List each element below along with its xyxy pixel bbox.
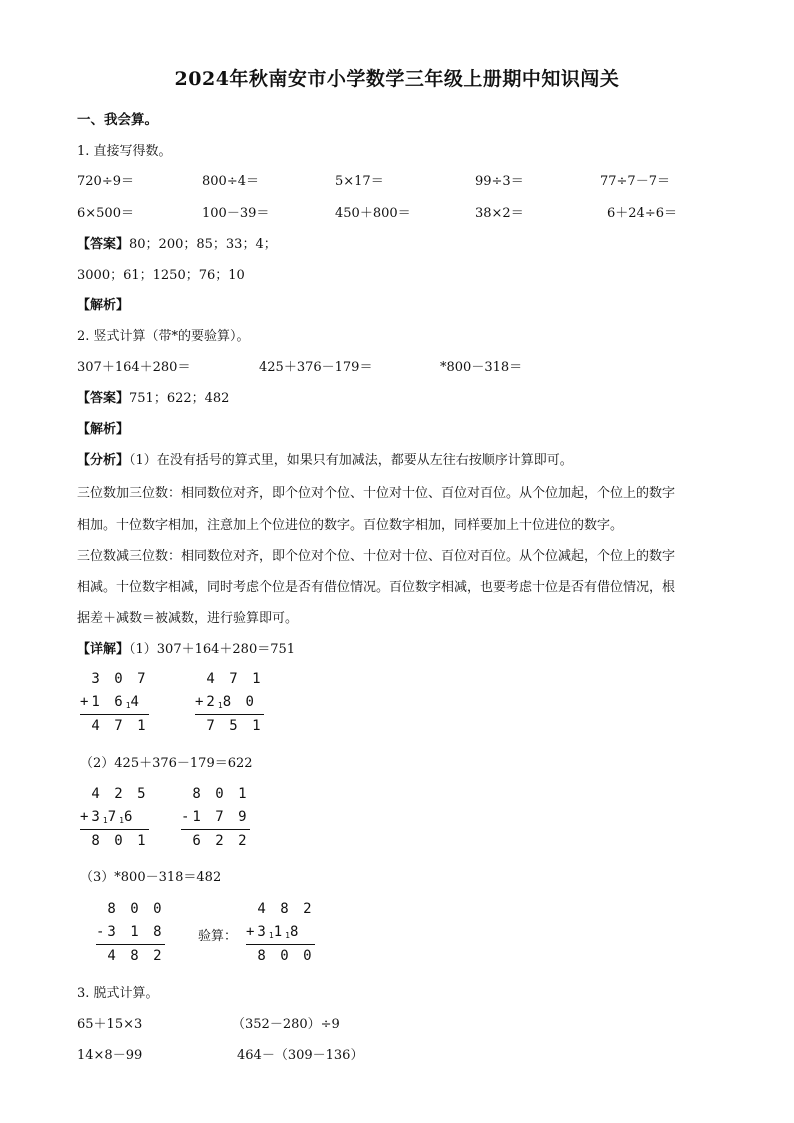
vertical-check: 4 8 2 $+3_11_18$ 8 0 0 (246, 898, 315, 968)
vertical-problem-3: *800－318＝ (440, 360, 523, 375)
analysis-text: （1）在没有括号的算式里，如果只有加减法，都要从左往右按顺序计算即可。 (129, 453, 573, 468)
step-calc-3: 14×8－99 (77, 1048, 143, 1063)
section-heading: 一、我会算。 (77, 112, 158, 128)
vertical-problem-1: 307＋164＋280＝ (77, 360, 191, 375)
detail-line-3: （3）*800－318＝482 (80, 870, 222, 885)
question-2-title: 2. 竖式计算（带*的要验算）。 (77, 329, 250, 344)
answer-text: 80；200；85；33；4； (129, 237, 277, 252)
analysis-line-5: 相减。十位数字相减，同时考虑个位是否有借位情况。百位数字相减，也要考虑十位是否有借位情况，根 (77, 580, 676, 595)
vertical-calc-step-5: 8 0 0 -3 1 8 4 8 2 (96, 898, 165, 968)
vertical-calc-step-3: 4 2 5 $+3_17_16$ 8 0 1 (80, 783, 149, 853)
vertical-problem-2: 425＋376－179＝ (259, 360, 373, 375)
answer-block-1 (77, 233, 277, 252)
oral-calc-10: 6＋24÷6＝ (607, 206, 677, 221)
detail-text: （1）307＋164＋280＝751 (129, 642, 296, 657)
analysis-line-2: 三位数加三位数：相同数位对齐，即个位对个位、十位对十位、百位对百位。从个位加起，个位上的数字 (77, 486, 676, 501)
answer-text: 751；622；482 (129, 391, 230, 406)
detail-line-1 (77, 638, 295, 657)
vertical-calc-step-2: 4 7 1 $+2_18$ 0 7 5 1 (195, 668, 264, 738)
oral-calc-1: 720÷9＝ (77, 174, 134, 189)
detail-tag: 【详解】 (77, 642, 130, 657)
oral-calc-2: 800÷4＝ (202, 174, 259, 189)
step-calc-4: 464－（309－136） (237, 1048, 364, 1063)
question-1-title: 1. 直接写得数。 (77, 144, 172, 159)
step-calc-2: （352－280）÷9 (232, 1017, 340, 1032)
question-3-title: 3. 脱式计算。 (77, 986, 159, 1001)
page-title: 2024年秋南安市小学数学三年级上册期中知识闯关 (174, 68, 620, 90)
answer-block-2 (77, 387, 229, 406)
oral-calc-9: 38×2＝ (475, 206, 524, 221)
oral-calc-6: 6×500＝ (77, 206, 134, 221)
detail-line-2: （2）425＋376－179＝622 (80, 756, 253, 771)
oral-calc-3: 5×17＝ (335, 174, 384, 189)
jiexi-tag: 【解析】 (77, 422, 130, 437)
answer-tag: 【答案】 (77, 237, 130, 252)
vertical-calc-step-1: 3 0 7 +1 $6_14$ 4 7 1 (80, 668, 149, 738)
answer-tag: 【答案】 (77, 391, 130, 406)
oral-calc-5: 77÷7－7＝ (600, 174, 670, 189)
jiexi-tag: 【解析】 (77, 298, 130, 313)
oral-calc-7: 100－39＝ (202, 206, 270, 221)
answer-text-cont: 3000；61；1250；76；10 (77, 268, 245, 283)
analysis-line-6: 据差＋减数＝被减数，进行验算即可。 (77, 611, 299, 626)
vertical-calc-step-4: 8 0 1 -1 7 9 6 2 2 (181, 783, 250, 853)
step-calc-1: 65＋15×3 (77, 1017, 143, 1032)
analysis-line-3: 相加。十位数字相加，注意加上个位进位的数字。百位数字相加，同样要加上十位进位的数字。 (77, 518, 624, 533)
oral-calc-4: 99÷3＝ (475, 174, 524, 189)
analysis-line-1 (77, 449, 573, 468)
oral-calc-8: 450＋800＝ (335, 206, 411, 221)
analysis-line-4: 三位数减三位数：相同数位对齐，即个位对个位、十位对十位、百位对百位。从个位减起，个位上的数字 (77, 549, 676, 564)
check-label: 验算： (198, 929, 238, 944)
analysis-tag: 【分析】 (77, 453, 130, 468)
